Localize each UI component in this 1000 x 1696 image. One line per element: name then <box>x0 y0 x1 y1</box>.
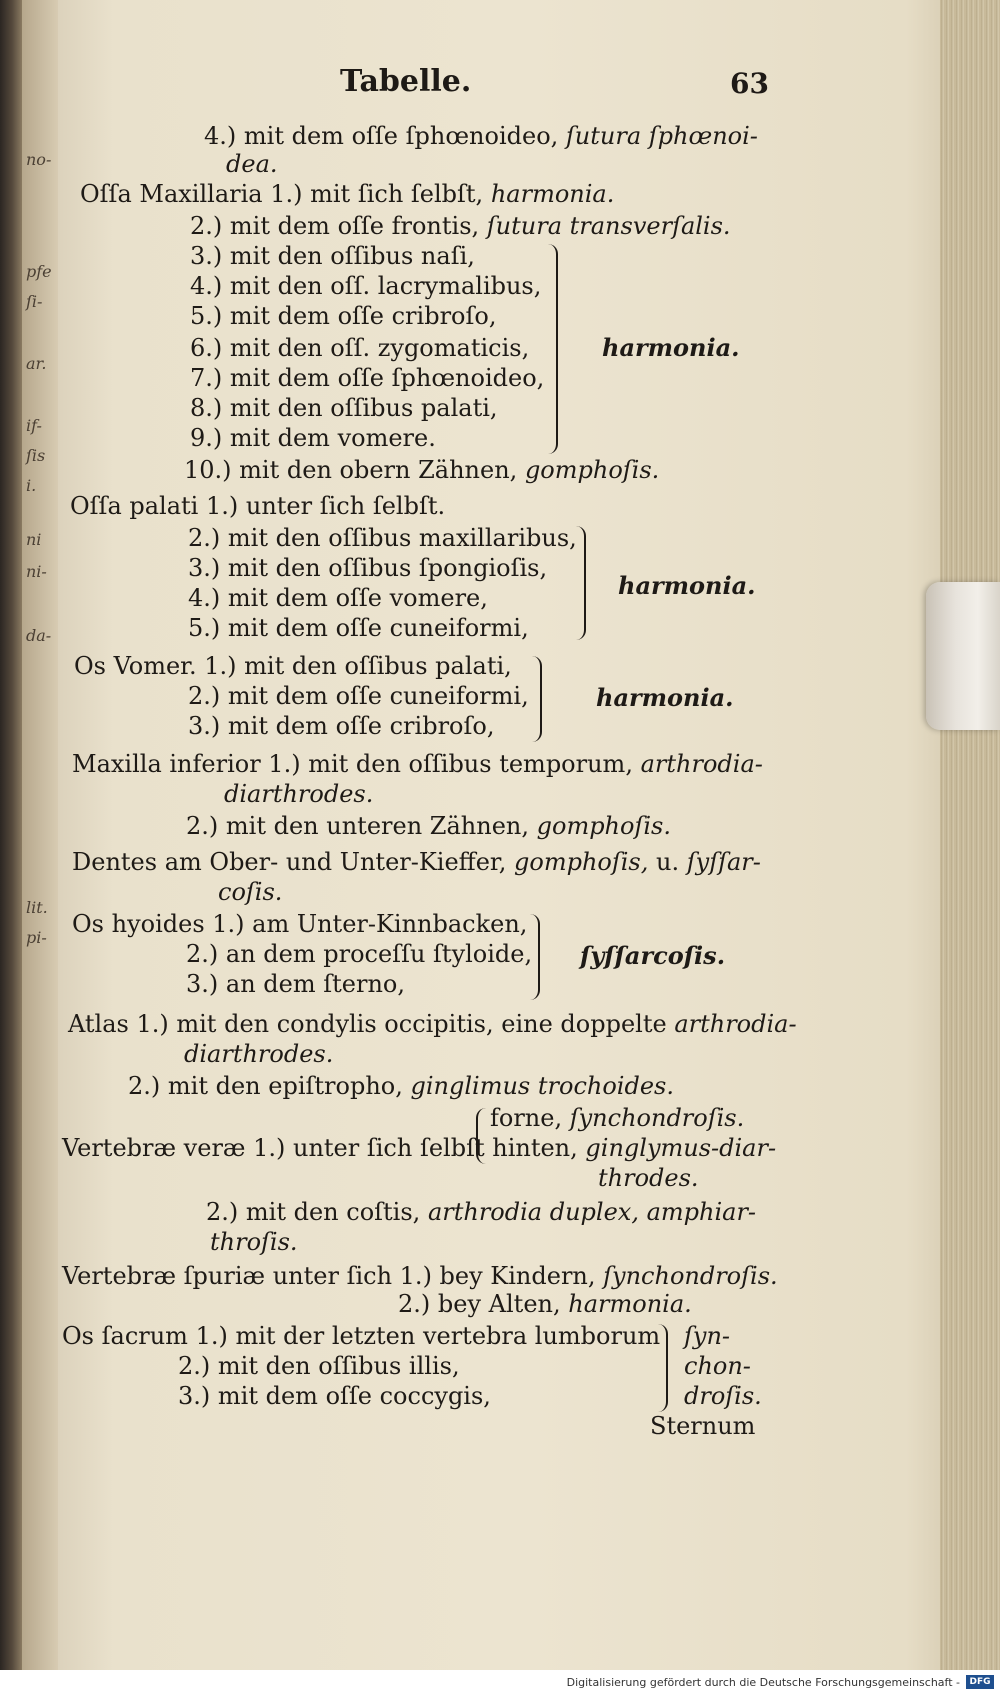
prev-fragment: i. <box>26 476 37 495</box>
footer-bar <box>0 1670 1000 1696</box>
bookmark-tab <box>926 582 1000 730</box>
text-line: 3.) an dem ſterno, <box>186 970 405 998</box>
prev-fragment: no- <box>26 150 52 169</box>
book-spine <box>0 0 22 1670</box>
text-line: Oſſa palati 1.) unter ſich ſelbſt. <box>70 492 446 520</box>
brace-label: harmonia. <box>618 571 756 600</box>
prev-fragment: pfe <box>26 262 52 281</box>
text-line: 4.) mit den oſſ. lacrymalibus, <box>190 272 542 300</box>
text-line: 7.) mit dem oſſe ſphœnoideo, <box>190 364 545 392</box>
text-line: diarthrodes. <box>224 780 374 808</box>
text-line: 2.) mit den oſſibus illis, <box>178 1352 460 1380</box>
text-line: dea. <box>226 150 278 178</box>
text-line: 2.) mit dem oſſe cuneiformi, <box>188 682 529 710</box>
brace-label: droſis. <box>684 1382 762 1410</box>
brace-label: ſyn- <box>684 1322 731 1350</box>
brace <box>548 244 558 454</box>
page-stack-edge <box>940 0 1000 1670</box>
text-line: 2.) mit dem oſſe frontis, ſutura transverſalis. <box>190 212 731 240</box>
prev-fragment: ni <box>26 530 42 549</box>
brace-label: harmonia. <box>602 333 740 362</box>
prev-fragment: ſi- <box>26 292 43 311</box>
prev-fragment: pi- <box>26 928 47 947</box>
page-number: 63 <box>730 67 769 100</box>
text-line: 4.) mit dem oſſe ſphœnoideo, ſutura ſphœnoi- <box>204 122 758 150</box>
text-line: 2.) mit den coſtis, arthrodia duplex, amphiar- <box>206 1198 757 1226</box>
prev-fragment: ſis <box>26 446 46 465</box>
dfg-logo: DFG <box>966 1675 994 1689</box>
footer-text: Digitalisierung gefördert durch die Deutsche Forschungsgemeinschaft - <box>566 1676 960 1689</box>
text-line: Os Vomer. 1.) mit den oſſibus palati, <box>74 652 512 680</box>
brace <box>476 1108 486 1164</box>
text-line: 2.) bey Alten, harmonia. <box>398 1290 692 1318</box>
text-line: coſis. <box>218 878 283 906</box>
prev-fragment: ni- <box>26 562 47 581</box>
text-line: diarthrodes. <box>184 1040 334 1068</box>
text-line: Os hyoides 1.) am Unter-Kinnbacken, <box>72 910 528 938</box>
text-line: Oſſa Maxillaria 1.) mit ſich ſelbſt, harmonia. <box>80 180 615 208</box>
text-line: Os ſacrum 1.) mit der letzten vertebra lumborum <box>62 1322 661 1350</box>
catchword: Sternum <box>650 1412 756 1440</box>
text-line: 2.) mit den oſſibus maxillaribus, <box>188 524 577 552</box>
text-line: 3.) mit den oſſibus naſi, <box>190 242 475 270</box>
text-line: throſis. <box>210 1228 298 1256</box>
prev-fragment: lit. <box>26 898 48 917</box>
text-line: Vertebræ ſpuriæ unter ſich 1.) bey Kindern, ſynchondroſis. <box>62 1262 778 1290</box>
previous-page-margin <box>22 0 58 1670</box>
text-line: 3.) mit den oſſibus ſpongioſis, <box>188 554 548 582</box>
prev-fragment: if- <box>26 416 42 435</box>
text-line: Vertebræ veræ 1.) unter ſich ſelbſt hinten, ginglymus-diar- <box>62 1134 777 1162</box>
text-line: forne, ſynchondroſis. <box>490 1104 745 1132</box>
text-line: 3.) mit dem oſſe coccygis, <box>178 1382 491 1410</box>
page-title: Tabelle. <box>340 64 472 99</box>
book-page <box>58 0 980 1670</box>
text-line: 8.) mit den oſſibus palati, <box>190 394 498 422</box>
prev-fragment: da- <box>26 626 52 645</box>
brace-label: ſyſſarcoſis. <box>580 941 726 970</box>
brace-label: chon- <box>684 1352 751 1380</box>
text-line: 10.) mit den obern Zähnen, gomphoſis. <box>184 456 660 484</box>
brace-label: harmonia. <box>596 683 734 712</box>
text-line: 3.) mit dem oſſe cribroſo, <box>188 712 495 740</box>
text-line: 5.) mit dem oſſe cuneiformi, <box>188 614 529 642</box>
text-line: 6.) mit den oſſ. zygomaticis, <box>190 334 530 362</box>
text-line: 5.) mit dem oſſe cribroſo, <box>190 302 497 330</box>
text-line: Dentes am Ober- und Unter-Kieffer, gomphoſis, u. ſyſſar- <box>72 848 761 876</box>
text-line: 9.) mit dem vomere. <box>190 424 436 452</box>
text-line: Maxilla inferior 1.) mit den oſſibus temporum, arthrodia- <box>72 750 763 778</box>
brace <box>532 656 542 742</box>
brace <box>576 526 586 640</box>
text-line: Atlas 1.) mit den condylis occipitis, eine doppelte arthrodia- <box>68 1010 797 1038</box>
text-line: 2.) mit den unteren Zähnen, gomphoſis. <box>186 812 671 840</box>
text-line: 4.) mit dem oſſe vomere, <box>188 584 488 612</box>
text-line: 2.) mit den epiſtropho, ginglimus trochoides. <box>128 1072 674 1100</box>
brace <box>530 914 540 1000</box>
prev-fragment: ar. <box>26 354 47 373</box>
text-line: throdes. <box>598 1164 699 1192</box>
brace <box>658 1324 668 1412</box>
text-line: 2.) an dem proceſſu ſtyloide, <box>186 940 533 968</box>
